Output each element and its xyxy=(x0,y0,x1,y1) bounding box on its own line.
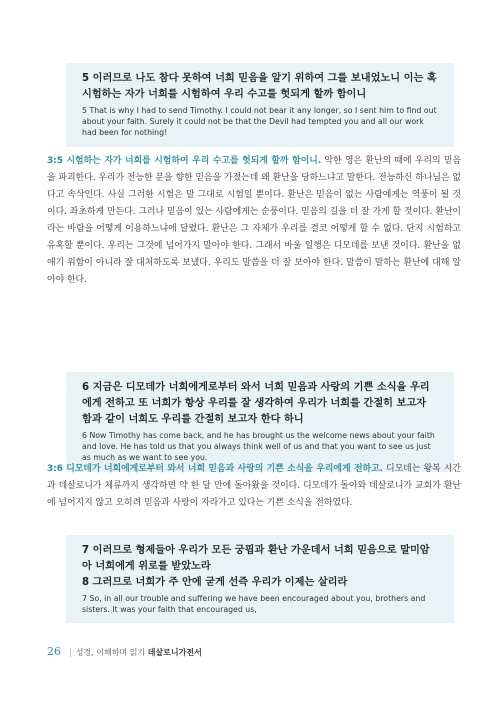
verse-box-5 xyxy=(66,63,454,147)
commentary-text: 디모데는 왕복 시간과 데살로니가 체류까지 생각하면 약 한 달 만에 돌아왔을 것이다. 디모데가 돌아와 데살로니가 교회가 환난에 넘어지지 않고 오히려 믿음과 사랑이 자라가고 있다는 기쁜 소식을 전하였다. xyxy=(47,464,461,508)
commentary-3-5 xyxy=(47,153,461,289)
verse-korean: 7 이러므로 형제들아 우리가 모든 궁핍과 환난 가운데서 너희 믿음으로 말미암아 너희에게 위로를 받았노라 xyxy=(82,545,430,572)
verse-english: 7 So, in all our trouble and suffering we have been encouraged about you, brothers and sisters. It was your faith that encouraged us, xyxy=(82,594,426,615)
series-title: 성경, 이해하며 읽기 xyxy=(75,648,146,657)
commentary-3-6 xyxy=(47,461,461,512)
page-number: 26 xyxy=(47,645,61,658)
verse-korean: 6 지금은 디모데가 너희에게로부터 와서 너희 믿음과 사랑의 기쁜 소식을 우리에게 전하고 또 너희가 항상 우리를 잘 생각하여 우리가 너희를 간절히 보고자 함과 같이 너희도 우리를 간절히 보고자 한다 하니 xyxy=(82,382,430,425)
verse-box-6 xyxy=(66,372,454,472)
footer-separator: | xyxy=(69,648,72,657)
verse-box-7-8 xyxy=(66,535,454,623)
verse-korean: 5 이러므로 나도 참다 못하여 너희 믿음을 알기 위하여 그를 보내었노니 이는 혹 시험하는 자가 너희를 시험하여 우리 수고를 헛되게 할까 함이니 xyxy=(82,73,437,100)
verse-korean: 8 그러므로 너희가 주 안에 굳게 선즉 우리가 이제는 살리라 xyxy=(82,577,348,588)
verse-english: 6 Now Timothy has come back, and he has brought us the welcome news about your faith and love. He has told us that you always think well of us and that you want to see us just as much as we want to see you. xyxy=(82,431,435,463)
book-title: 데살로니가전서 xyxy=(147,647,202,657)
commentary-text: 악한 영은 환난의 때에 우리의 믿음을 파괴한다. 우리가 전능한 분을 향한 믿음을 가졌는데 왜 환난을 당하느냐고 말한다. 전능하신 하나님은 없다고 속삭인다. 사실 그러한 시험은 말 그대로 시험일 뿐이다. 환난은 믿음이 없는 사람에게는 역풍이 될 것이다. 좌초하게 만든다. 그러나 믿음이 있는 사람에게는 순풍이다. 믿음의 길을 더 잘 가게 할 것이다. 환난이라는 바람을 어떻게 이용하느냐에 달렸다. 환난은 그 자체가 우리를 결코 어떻게 할 수 없다. 단지 시험하고 유혹할 뿐이다. 우리는 그것에 넘어가지 말아야 한다. 그래서 바울 일행은 디모데를 보낸 것이다. 환난을 없애기 위함이 아니라 잘 대처하도록 보냈다. 우리도 말씀을 더 잘 보아야 한다. 말씀이 말하는 환난에 대해 알아야 한다. xyxy=(47,156,461,285)
page-footer xyxy=(47,645,202,658)
verse-english: 5 That is why I had to send Timothy. I could not bear it any longer, so I sent him to find out about your faith. Surely it could not be that the Devil had tempted you and all our work had been for nothing! xyxy=(82,106,437,138)
commentary-heading: 3:5 시험하는 자가 너희를 시험하여 우리 수고를 헛되게 할까 함이니. xyxy=(47,156,322,166)
commentary-heading: 3:6 디모데가 너희에게로부터 와서 너희 믿음과 사랑의 기쁜 소식을 우리에게 전하고. xyxy=(47,464,384,474)
